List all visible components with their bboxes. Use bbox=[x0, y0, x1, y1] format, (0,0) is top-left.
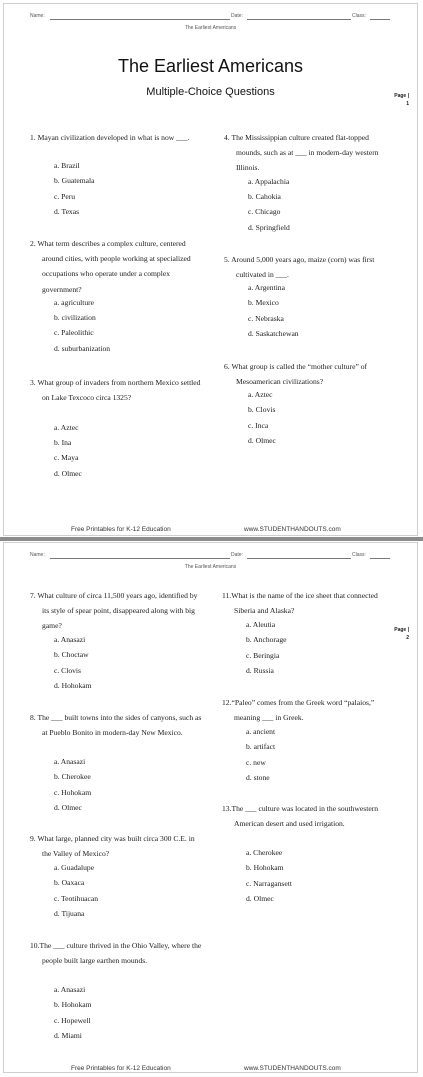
question-text: 12.“Paleo” comes from the Greek word “palaios,” meaning ___ in Greek. bbox=[222, 698, 375, 723]
page-word: Page | bbox=[394, 93, 409, 99]
worksheet-subheader: The Earliest Americans bbox=[184, 25, 237, 31]
page-header bbox=[4, 552, 417, 570]
option-a: a. Anasazi bbox=[54, 985, 86, 994]
option-d: d. Olmec bbox=[248, 436, 276, 445]
question-text: 6. What group is called the “mother culture” of Mesoamerican civilizations? bbox=[224, 362, 368, 387]
option-b: b. Oaxaca bbox=[54, 878, 85, 887]
option-a: a. Guadalupe bbox=[54, 863, 95, 872]
option-d: d. Olmec bbox=[54, 803, 82, 812]
page-divider bbox=[0, 537, 423, 541]
footer-left: Free Printables for K-12 Education bbox=[71, 1065, 171, 1072]
footer-right: www.STUDENTHANDOUTS.com bbox=[244, 1065, 341, 1072]
option-c: c. Clovis bbox=[54, 666, 82, 675]
option-a: a. Anasazi bbox=[54, 757, 86, 766]
page-number-label bbox=[394, 626, 409, 642]
option-a: a. Anasazi bbox=[54, 635, 86, 644]
option-c: c. Nebraska bbox=[248, 314, 284, 323]
class-line bbox=[370, 558, 390, 559]
option-d: d. Olmec bbox=[54, 469, 82, 478]
option-b: b. Cherokee bbox=[54, 772, 91, 781]
option-d: d. Tijuana bbox=[54, 909, 85, 918]
option-c: c. Chicago bbox=[248, 207, 281, 216]
footer-right: www.STUDENTHANDOUTS.com bbox=[244, 526, 341, 533]
option-a: a. Argentina bbox=[248, 283, 285, 292]
question-text: 10.The ___ culture thrived in the Ohio Valley, where the people built large earthen mounds. bbox=[30, 941, 202, 966]
question-6 bbox=[224, 359, 396, 445]
option-b: b. civilization bbox=[54, 313, 96, 322]
page-word: Page | bbox=[394, 627, 409, 633]
class-label: Class: bbox=[352, 552, 366, 558]
question-text: 4. The Mississippian culture created flat-topped mounds, such as at ___ in modern-day western Illinois. bbox=[224, 133, 379, 173]
option-a: a. Appalachia bbox=[248, 177, 290, 186]
question-9 bbox=[30, 831, 202, 918]
option-c: c. Hohokam bbox=[54, 788, 92, 797]
question-text: 2. What term describes a complex culture, centered around cities, with people working at specialized occupations who operate under a complex government? bbox=[30, 239, 191, 294]
page-header bbox=[4, 13, 417, 31]
option-b: b. Guatemala bbox=[54, 176, 95, 185]
option-c: c. Teotihuacan bbox=[54, 894, 99, 903]
option-d: d. Hohokam bbox=[54, 681, 92, 690]
option-c: c. new bbox=[246, 758, 266, 767]
option-b: b. Choctaw bbox=[54, 650, 89, 659]
option-c: c. Beringia bbox=[246, 651, 280, 660]
class-line bbox=[370, 19, 390, 20]
option-d: d. Springfield bbox=[248, 223, 290, 232]
option-b: b. Mexico bbox=[248, 298, 279, 307]
name-label: Name: bbox=[30, 552, 45, 558]
question-text: 8. The ___ built towns into the sides of canyons, such as at Pueblo Bonito in modern-day New Mexico. bbox=[30, 713, 202, 738]
option-c: c. Inca bbox=[248, 421, 269, 430]
question-3 bbox=[30, 375, 202, 478]
class-label: Class: bbox=[352, 13, 366, 19]
page-number-label bbox=[394, 92, 409, 108]
question-1 bbox=[30, 130, 202, 216]
date-line bbox=[247, 558, 351, 559]
question-12 bbox=[222, 695, 394, 782]
name-line bbox=[50, 19, 230, 20]
question-text: 1. Mayan civilization developed in what is now ___. bbox=[30, 133, 190, 142]
question-text: 13.The ___ culture was located in the southwestern American desert and used irrigation. bbox=[222, 804, 379, 829]
page-number: 1 bbox=[406, 101, 409, 107]
question-13 bbox=[222, 801, 394, 903]
option-b: b. Hohokam bbox=[246, 863, 284, 872]
option-d: d. Miami bbox=[54, 1031, 82, 1040]
question-5 bbox=[224, 252, 396, 338]
question-text: 3. What group of invaders from northern Mexico settled on Lake Texcoco circa 1325? bbox=[30, 378, 201, 403]
question-8 bbox=[30, 710, 202, 812]
page-title: The Earliest Americans bbox=[117, 56, 304, 76]
option-b: b. Hohokam bbox=[54, 1000, 92, 1009]
option-b: b. Ina bbox=[54, 438, 72, 447]
option-a: a. Brazil bbox=[54, 161, 80, 170]
option-d: d. Texas bbox=[54, 207, 80, 216]
option-b: b. Anchorage bbox=[246, 635, 287, 644]
worksheet-page-2 bbox=[3, 542, 418, 1073]
option-d: d. stone bbox=[246, 773, 270, 782]
option-c: c. Maya bbox=[54, 453, 79, 462]
option-a: a. Aleutia bbox=[246, 620, 276, 629]
worksheet-subheader: The Earliest Americans bbox=[184, 564, 237, 570]
question-text: 9. What large, planned city was built circa 300 C.E. in the Valley of Mexico? bbox=[30, 834, 195, 859]
date-label: Date: bbox=[231, 552, 243, 558]
footer-left: Free Printables for K-12 Education bbox=[71, 526, 171, 533]
question-text: 5. Around 5,000 years ago, maize (corn) was first cultivated in ___. bbox=[224, 255, 375, 280]
option-c: c. Narragansett bbox=[246, 879, 292, 888]
option-d: d. Olmec bbox=[246, 894, 274, 903]
option-a: a. Cherokee bbox=[246, 848, 283, 857]
option-a: a. Aztec bbox=[54, 423, 79, 432]
question-text: 7. What culture of circa 11,500 years ago, identified by its style of spear point, disappeared along with big game? bbox=[30, 591, 198, 631]
question-7 bbox=[30, 588, 202, 690]
question-2 bbox=[30, 236, 202, 353]
worksheet-page-1 bbox=[3, 3, 418, 536]
name-label: Name: bbox=[30, 13, 45, 19]
option-b: b. Cahokia bbox=[248, 192, 281, 201]
option-c: c. Paleolithic bbox=[54, 328, 94, 337]
question-10 bbox=[30, 938, 202, 1040]
option-b: b. Clovis bbox=[248, 405, 276, 414]
option-a: a. Aztec bbox=[248, 390, 273, 399]
date-label: Date: bbox=[231, 13, 243, 19]
name-line bbox=[50, 558, 230, 559]
option-a: a. ancient bbox=[246, 727, 276, 736]
option-c: c. Hopewell bbox=[54, 1016, 91, 1025]
question-11 bbox=[222, 588, 394, 675]
question-4 bbox=[224, 130, 396, 232]
option-d: d. Russia bbox=[246, 666, 274, 675]
option-c: c. Peru bbox=[54, 192, 76, 201]
date-line bbox=[247, 19, 351, 20]
option-d: d. Saskatchewan bbox=[248, 329, 299, 338]
option-b: b. artifact bbox=[246, 742, 276, 751]
page-number: 2 bbox=[406, 635, 409, 641]
option-a: a. agriculture bbox=[54, 298, 95, 307]
page-subtitle: Multiple-Choice Questions bbox=[146, 86, 275, 98]
question-text: 11.What is the name of the ice sheet that connected Siberia and Alaska? bbox=[222, 591, 378, 616]
option-d: d. suburbanization bbox=[54, 344, 111, 353]
